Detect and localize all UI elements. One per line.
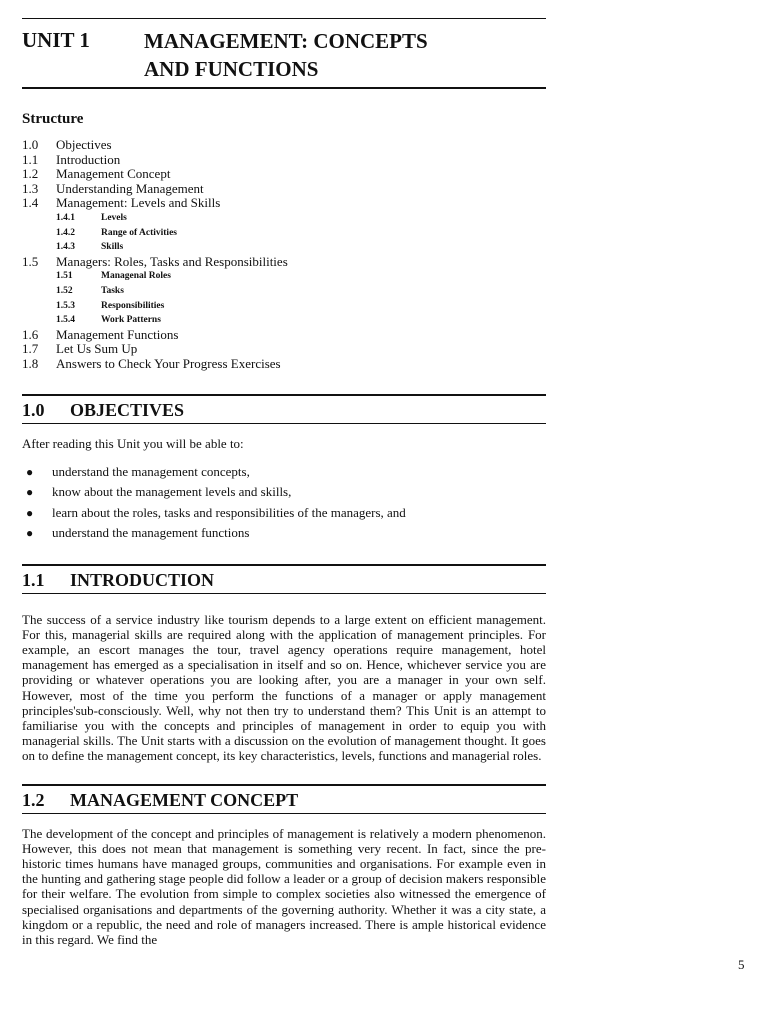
structure-item-number: 1.4 — [22, 195, 39, 211]
structure-item-label: Levels — [101, 212, 127, 223]
list-item: ● learn about the roles, tasks and responsibilities of the managers, and — [22, 503, 546, 524]
structure-list — [22, 138, 546, 372]
unit-number: UNIT 1 — [22, 28, 90, 52]
list-item: ● know about the management levels and skills, — [22, 482, 546, 503]
unit-title-line1: MANAGEMENT: CONCEPTS — [144, 29, 428, 53]
top-rule — [22, 18, 546, 19]
structure-item — [22, 240, 546, 255]
structure-item-label: Understanding Management — [56, 180, 204, 196]
bullet-icon: ● — [26, 464, 34, 479]
structure-item — [22, 313, 546, 328]
section-title: OBJECTIVES — [70, 399, 185, 420]
concept-paragraph: The development of the concept and principles of management is relatively a modern phenomenon. However, this does not mean that management is something very recent. In fact, since the pre- historic times humans have managed groups, communities and organisations. For example even in the hunting and gathering stage people did follow a leader or a group of decision makers responsible for their welfare. The evolution from simple to complex societies also witnessed the emergence of specialised organisations and departments of the governing authority. Whether it was a city state, a kingdom or a republic, the need and role of managers increased. There is ample historical evidence in this regard. We find the — [22, 825, 546, 947]
structure-item-label: Managenal Roles — [101, 271, 171, 282]
structure-item-number: 1.8 — [22, 355, 39, 371]
structure-item-label: Let Us Sum Up — [56, 341, 138, 357]
structure-item — [22, 138, 546, 153]
bullet-icon: ● — [26, 526, 34, 540]
structure-item-number: 1.4.3 — [56, 242, 75, 253]
structure-item-number: 1.5 — [22, 253, 39, 269]
objectives-section — [22, 394, 546, 424]
section-number: 1.2 — [22, 789, 45, 810]
introduction-section — [22, 564, 546, 594]
structure-item-label: Management: Levels and Skills — [56, 195, 221, 211]
document-page — [22, 18, 546, 947]
concept-heading — [22, 786, 546, 813]
structure-item — [22, 269, 546, 284]
structure-item-label: Work Patterns — [101, 315, 161, 326]
unit-header-rule — [22, 87, 546, 89]
structure-item-label: Management Concept — [56, 166, 171, 182]
structure-item-number: 1.5.3 — [56, 300, 75, 311]
structure-item-number: 1.51 — [56, 271, 73, 282]
structure-item-label: Range of Activities — [101, 227, 177, 238]
structure-item-number: 1.4.2 — [56, 227, 75, 238]
list-item: ● understand the management concepts, — [22, 462, 546, 483]
structure-heading: Structure — [22, 111, 84, 127]
structure-item-label: Managers: Roles, Tasks and Responsibilities — [56, 253, 288, 269]
structure-item — [22, 284, 546, 299]
section-rule-bottom — [22, 813, 546, 814]
structure-item — [22, 255, 546, 270]
structure-item-label: Skills — [101, 242, 124, 253]
structure-item-label: Management Functions — [56, 326, 179, 342]
bullet-icon: ● — [26, 505, 34, 520]
objectives-intro: After reading this Unit you will be able to: — [22, 435, 244, 451]
structure-item — [22, 328, 546, 343]
section-title: MANAGEMENT CONCEPT — [70, 789, 299, 810]
structure-item — [22, 342, 546, 357]
structure-item — [22, 226, 546, 241]
section-rule-bottom — [22, 423, 546, 424]
structure-item-label: Responsibilities — [101, 300, 165, 311]
structure-item-label: Objectives — [56, 137, 112, 152]
structure-item-number: 1.5.4 — [56, 315, 75, 326]
unit-title-line2: AND FUNCTIONS — [144, 57, 319, 81]
section-number: 1.0 — [22, 399, 45, 420]
structure-item — [22, 299, 546, 314]
structure-item — [22, 153, 546, 168]
structure-item — [22, 182, 546, 197]
structure-item-number: 1.2 — [22, 166, 39, 182]
structure-item-number: 1.4.1 — [56, 212, 75, 223]
structure-item — [22, 211, 546, 226]
concept-section — [22, 784, 546, 814]
structure-item-label: Introduction — [56, 151, 121, 167]
structure-item-label: Tasks — [101, 285, 124, 296]
section-number: 1.1 — [22, 569, 45, 590]
structure-item-number: 1.1 — [22, 151, 39, 167]
structure-item-number: 1.7 — [22, 341, 39, 357]
section-title: INTRODUCTION — [70, 569, 215, 590]
structure-item-number: 1.6 — [22, 326, 39, 342]
structure-item-label: Answers to Check Your Progress Exercises — [56, 355, 281, 371]
bullet-icon: ● — [26, 485, 34, 499]
structure-item-number: 1.3 — [22, 180, 39, 196]
list-item: ● understand the management functions — [22, 523, 546, 544]
introduction-paragraph: The success of a service industry like tourism depends to a large extent on efficient management. For this, managerial skills are required along with the application of management principles. For example, an escort manages the tour, travel agency operations require management, hotel management has emerged as a specialisation in itself and so on. Hence, whichever service you are providing or whatever operations you are looking after, you are a manager in your own self. However, most of the time you perform the functions of a manager or apply management principles'sub-consciously. Well, why not then try to understand them? This Unit is an attempt to familiarise you with the concepts and principles of management in order to equip you with managerial skills. The Unit starts with a discussion on the evolution of management thought. It goes on to define the management concept, its key characteristics, levels, functions and managerial roles. — [22, 611, 546, 764]
structure-item — [22, 357, 546, 372]
objectives-heading — [22, 396, 546, 423]
structure-item — [22, 167, 546, 182]
structure-item-number: 1.0 — [22, 137, 39, 152]
introduction-heading — [22, 566, 546, 593]
structure-item — [22, 196, 546, 211]
structure-item-number: 1.52 — [56, 285, 73, 296]
page-number: 5 — [738, 957, 745, 972]
unit-title-block — [144, 27, 428, 83]
objectives-list — [22, 462, 546, 544]
section-rule-bottom — [22, 593, 546, 594]
unit-header — [22, 27, 546, 83]
